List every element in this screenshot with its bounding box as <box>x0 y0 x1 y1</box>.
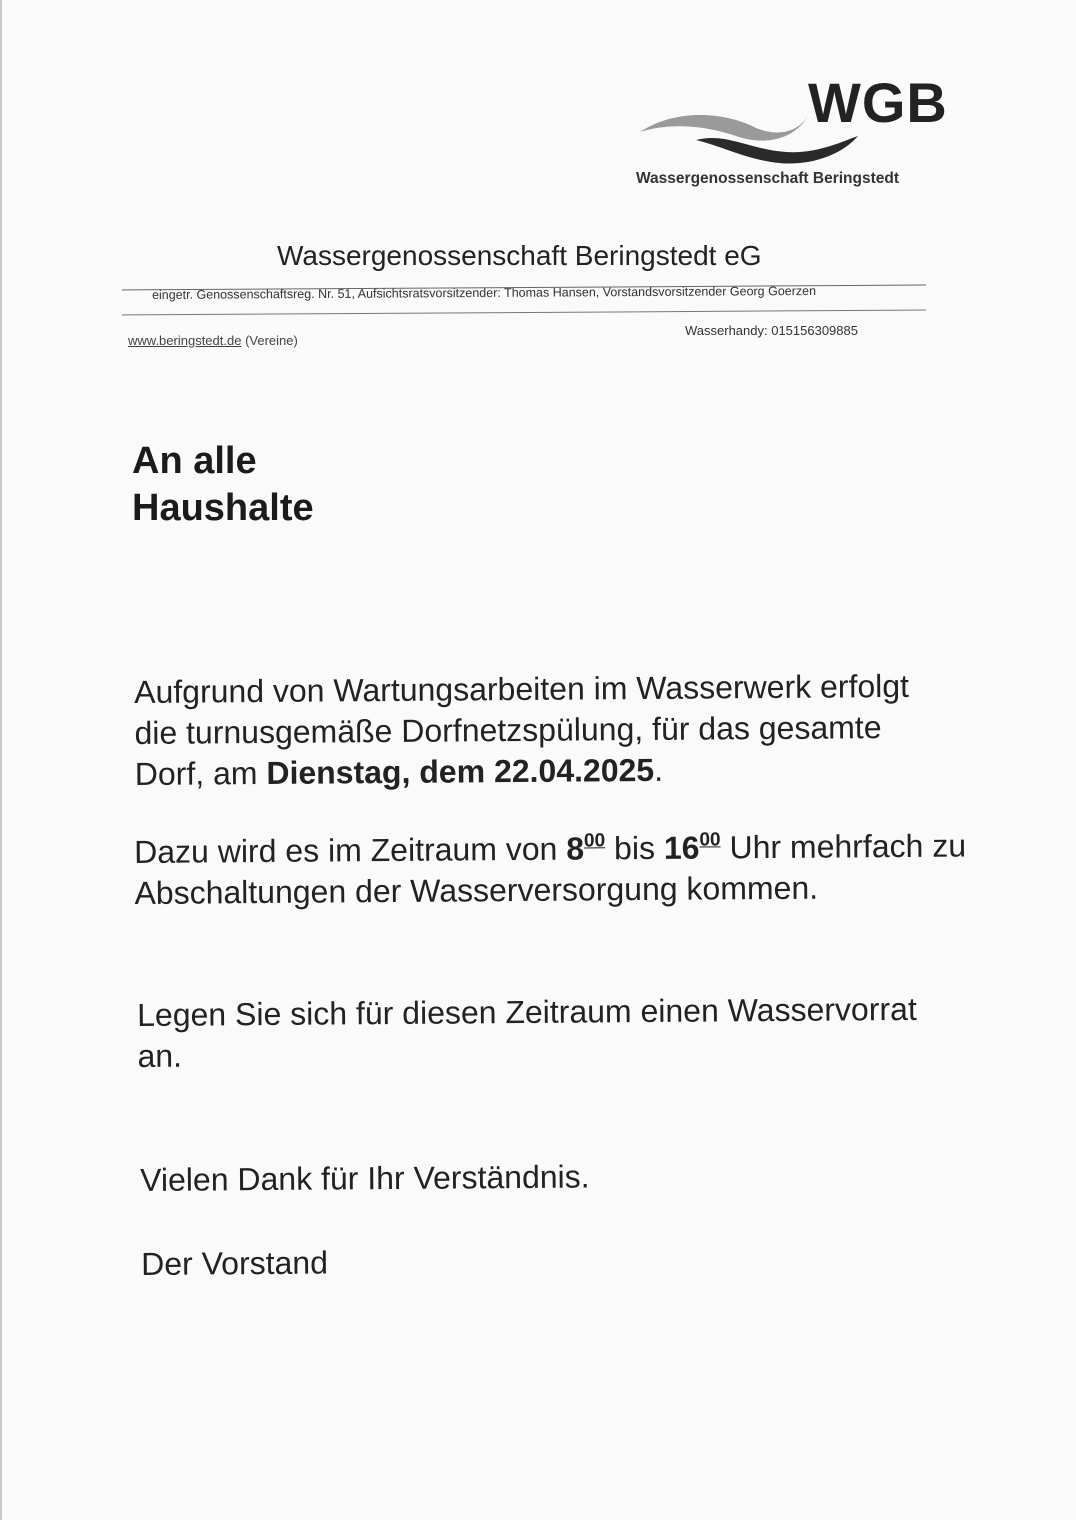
logo-subtitle: Wassergenossenschaft Beringstedt <box>636 170 900 187</box>
outage-paragraph <box>134 825 975 914</box>
maintenance-paragraph <box>134 666 955 795</box>
thanks-paragraph: Vielen Dank für Ihr Verständnis. <box>140 1158 590 1198</box>
outage-text-b: Uhr mehrfach zu Abschaltungen der Wasserversorgung kommen. <box>134 827 967 911</box>
outage-text-a: Dazu wird es im Zeitraum von <box>134 830 567 870</box>
recipient-heading <box>132 438 314 532</box>
maintenance-text: Aufgrund von Wartungsarbeiten im Wasserwerk erfolgt die turnusgemäße Dorfnetzspülung, für das gesamte Dorf, am <box>134 667 910 792</box>
recipient-line-1: An alle <box>132 440 257 482</box>
maintenance-end: . <box>653 751 664 788</box>
recipient-line-2: Haushalte <box>132 487 314 529</box>
wgb-logo <box>636 70 966 200</box>
registry-line: eingetr. Genossenschaftsreg. Nr. 51, Aufsichtsratsvorsitzender: Thomas Hansen, Vorstandsvorsitzender Georg Goerzen <box>152 283 817 302</box>
water-phone: Wasserhandy: 015156309885 <box>685 323 858 338</box>
maintenance-date: Dienstag, dem 22.04.2025 <box>266 751 655 791</box>
header-divider-bottom <box>122 310 926 316</box>
start-hour: 8 <box>566 830 585 867</box>
outage-text-mid: bis <box>605 829 665 867</box>
end-minutes: 00 <box>699 829 721 851</box>
website-note: (Vereine) <box>245 333 298 348</box>
start-minutes: 00 <box>583 830 606 852</box>
signature: Der Vorstand <box>141 1244 329 1282</box>
water-supply-paragraph: Legen Sie sich für diesen Zeitraum einen Wasservorrat an. <box>137 990 917 1074</box>
website-line <box>128 333 298 348</box>
end-hour: 16 <box>663 829 700 866</box>
organization-name: Wassergenossenschaft Beringstedt eG <box>277 240 762 271</box>
website-link[interactable]: www.beringstedt.de <box>128 333 242 348</box>
logo-acronym: WGB <box>808 71 948 134</box>
